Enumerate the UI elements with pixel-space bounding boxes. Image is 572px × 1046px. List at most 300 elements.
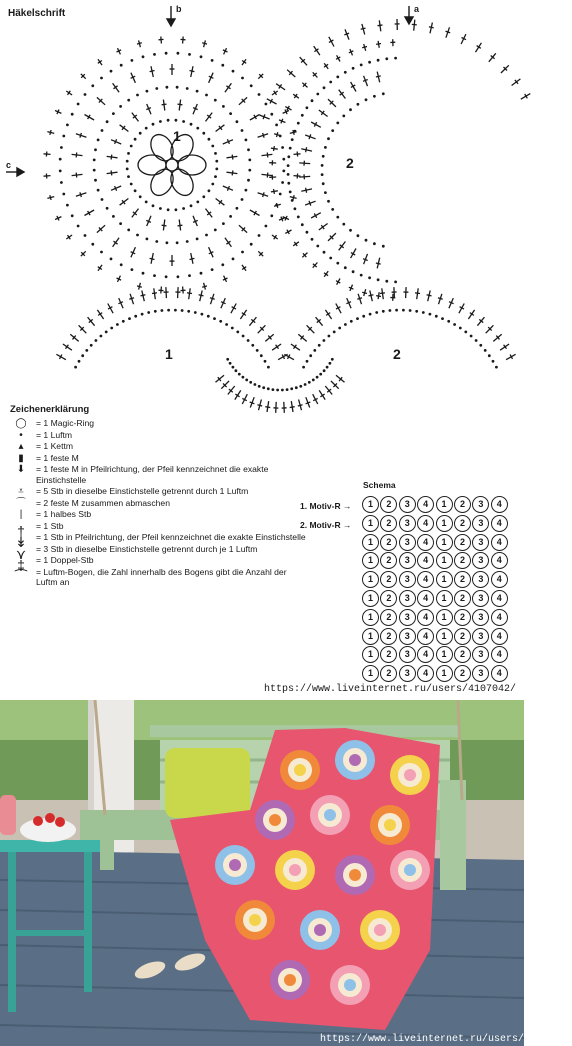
chain-stitch bbox=[165, 52, 168, 55]
legend-title: Zeichenerklärung bbox=[10, 404, 90, 415]
chain-stitch bbox=[281, 146, 284, 149]
chain-stitch bbox=[112, 215, 115, 218]
chain-stitch bbox=[182, 120, 185, 123]
chain-stitch bbox=[205, 94, 208, 97]
stitch-bar bbox=[232, 171, 233, 176]
arrow-label-c: c bbox=[6, 160, 12, 170]
arrow-a-icon bbox=[405, 6, 413, 24]
chain-stitch bbox=[175, 208, 178, 211]
chain-stitch bbox=[208, 189, 211, 192]
chain-stitch bbox=[294, 207, 297, 210]
chain-stitch bbox=[349, 108, 352, 111]
schema-cell: 3 bbox=[399, 590, 416, 607]
chain-stitch bbox=[71, 113, 74, 116]
legend-item bbox=[10, 509, 310, 520]
stitch-bar bbox=[363, 80, 368, 82]
legend-text: = 1 Stb in Pfeilrichtung, der Pfeil kennzeichnet die exakte Einstichstelle bbox=[36, 532, 306, 542]
chain-stitch bbox=[200, 55, 203, 58]
schema-cell: 1 bbox=[436, 552, 453, 569]
chain-stitch bbox=[214, 99, 217, 102]
chain-stitch bbox=[90, 344, 93, 347]
row-label-2: 2. Motiv-R → bbox=[300, 520, 352, 530]
stitch-bar bbox=[146, 220, 151, 222]
chain-stitch bbox=[145, 127, 148, 130]
schema-cell: 4 bbox=[491, 534, 508, 551]
chain-stitch bbox=[101, 129, 104, 132]
stitch-bar bbox=[150, 258, 155, 259]
chain-stitch bbox=[207, 315, 210, 318]
motif-center bbox=[249, 914, 261, 926]
schema-cell: 2 bbox=[454, 590, 471, 607]
chain-stitch bbox=[324, 191, 327, 194]
chain-stitch bbox=[134, 189, 137, 192]
chain-stitch bbox=[186, 240, 189, 243]
chain-stitch bbox=[229, 112, 232, 115]
stitch-bar bbox=[178, 225, 183, 226]
schema-cell: 2 bbox=[380, 609, 397, 626]
chain-stitch bbox=[276, 389, 279, 392]
stitch-bar bbox=[267, 173, 268, 178]
stitch-bar bbox=[362, 47, 367, 48]
watermark-top: https://www.liveinternet.ru/users/4107042/ bbox=[264, 684, 517, 695]
schema-cell: 4 bbox=[417, 646, 434, 663]
chain-stitch bbox=[453, 323, 456, 326]
chain-stitch bbox=[130, 183, 133, 186]
stitch-bar bbox=[306, 188, 307, 193]
schema-cell: 3 bbox=[399, 515, 416, 532]
schema-cell: 3 bbox=[472, 534, 489, 551]
chain-stitch bbox=[373, 95, 376, 98]
chain-stitch bbox=[377, 59, 380, 62]
chain-stitch bbox=[100, 335, 103, 338]
schema-cell: 1 bbox=[362, 496, 379, 513]
chain-stitch bbox=[93, 169, 96, 172]
chain-stitch bbox=[290, 387, 293, 390]
schema-cell: 4 bbox=[491, 552, 508, 569]
schema-cell: 1 bbox=[362, 609, 379, 626]
chain-stitch bbox=[120, 263, 123, 266]
chain-stitch bbox=[318, 344, 321, 347]
chain-stitch bbox=[142, 272, 145, 275]
chain-stitch bbox=[161, 309, 164, 312]
chain-stitch bbox=[316, 376, 319, 379]
chain-stitch bbox=[211, 145, 214, 148]
chain-stitch bbox=[200, 272, 203, 275]
stitch-bar bbox=[427, 295, 432, 296]
schema-cell: 1 bbox=[362, 590, 379, 607]
chain-stitch bbox=[385, 57, 388, 60]
schema-cell: 3 bbox=[472, 609, 489, 626]
schema-cell: 2 bbox=[380, 496, 397, 513]
chain-stitch bbox=[441, 317, 444, 320]
legend-text: = 3 Stb in dieselbe Einstichstelle getrennt durch je 1 Luftm bbox=[36, 543, 258, 554]
stitch-bar bbox=[137, 286, 142, 287]
chain-stitch bbox=[94, 148, 97, 151]
chain-stitch bbox=[222, 222, 225, 225]
stitch-bar bbox=[178, 104, 183, 105]
chain-stitch bbox=[331, 358, 334, 361]
chain-stitch bbox=[272, 388, 275, 391]
chain-stitch bbox=[327, 200, 330, 203]
chain-stitch bbox=[214, 175, 217, 178]
motif-center bbox=[349, 754, 361, 766]
chain-stitch bbox=[110, 327, 113, 330]
schema-cell: 2 bbox=[380, 552, 397, 569]
chain-stitch bbox=[213, 317, 216, 320]
chain-stitch bbox=[120, 64, 123, 67]
schema-cell: 3 bbox=[472, 552, 489, 569]
chain-stitch bbox=[147, 311, 150, 314]
chart-title: Häkelschrift bbox=[8, 8, 66, 19]
chain-stitch bbox=[134, 138, 137, 141]
schema-cell: 4 bbox=[417, 515, 434, 532]
chain-stitch bbox=[152, 204, 155, 207]
chain-stitch bbox=[176, 86, 179, 89]
schema-cell: 4 bbox=[417, 496, 434, 513]
stitch-bar bbox=[362, 292, 367, 293]
chain-stitch bbox=[112, 112, 115, 115]
chain-stitch bbox=[71, 214, 74, 217]
stitch-bar bbox=[202, 43, 207, 44]
chain-stitch bbox=[176, 241, 179, 244]
motif-center bbox=[289, 864, 301, 876]
chain-stitch bbox=[344, 323, 347, 326]
chain-stitch bbox=[159, 120, 162, 123]
chain-stitch bbox=[91, 243, 94, 246]
chain-stitch bbox=[78, 360, 81, 363]
chain-stitch bbox=[295, 386, 298, 389]
chain-stitch bbox=[265, 225, 268, 228]
chain-stitch bbox=[262, 386, 265, 389]
motif-label-1-center: 1 bbox=[173, 128, 181, 144]
chain-stitch bbox=[211, 183, 214, 186]
chain-stitch bbox=[131, 59, 134, 62]
chain-stitch bbox=[409, 309, 412, 312]
chain-stitch bbox=[331, 129, 334, 132]
stitch-bar bbox=[150, 71, 155, 72]
chain-stitch bbox=[342, 223, 345, 226]
magic-ring-icon: ◯ bbox=[15, 418, 27, 429]
chain-stitch bbox=[110, 258, 113, 261]
stitch-bar bbox=[412, 24, 417, 25]
double-crochet-icon: † bbox=[17, 522, 25, 539]
chain-stitch bbox=[356, 317, 359, 320]
chain-stitch bbox=[275, 124, 278, 127]
chain-stitch bbox=[242, 335, 245, 338]
schema-cell: 3 bbox=[399, 628, 416, 645]
chain-stitch bbox=[236, 207, 239, 210]
chain-stitch bbox=[394, 281, 397, 284]
chain-stitch bbox=[134, 315, 137, 318]
chain-stitch bbox=[308, 381, 311, 384]
chain-stitch bbox=[294, 130, 297, 133]
stitch-bar bbox=[50, 195, 51, 200]
schema-cell: 4 bbox=[491, 496, 508, 513]
stitch-bar bbox=[376, 263, 381, 264]
chain-stitch bbox=[250, 243, 253, 246]
chain-stitch bbox=[59, 170, 62, 173]
schema-cell: 3 bbox=[472, 496, 489, 513]
chain-stitch bbox=[167, 119, 170, 122]
chain-arch-icon: ⁀ bbox=[15, 568, 27, 585]
stitch-bar bbox=[363, 259, 368, 261]
stitch-bar bbox=[263, 133, 265, 138]
fan-stitch-icon: ⋎ bbox=[15, 545, 27, 562]
chain-stitch bbox=[215, 160, 218, 163]
slip-stitch-icon: ▴ bbox=[18, 441, 24, 452]
single-crochet-icon: ▮ bbox=[18, 452, 24, 464]
schema-cell: 2 bbox=[380, 590, 397, 607]
chain-stitch bbox=[289, 147, 292, 150]
treble-crochet-icon: ‡ bbox=[17, 557, 25, 573]
chain-stitch bbox=[375, 311, 378, 314]
chain-stitch bbox=[110, 70, 113, 73]
chain-stitch bbox=[131, 268, 134, 271]
chain-stitch bbox=[402, 309, 405, 312]
chain-stitch bbox=[368, 276, 371, 279]
stitch-bar bbox=[344, 33, 349, 35]
stitch-bar bbox=[227, 139, 229, 144]
chain-stitch bbox=[251, 344, 254, 347]
chain-stitch bbox=[201, 313, 204, 316]
stitch-bar bbox=[281, 217, 283, 222]
chain-stitch bbox=[91, 84, 94, 87]
chain-stitch bbox=[282, 158, 285, 161]
chain-stitch bbox=[208, 138, 211, 141]
stitch-bar bbox=[277, 132, 278, 137]
schema-cell: 3 bbox=[472, 590, 489, 607]
chain-stitch bbox=[81, 354, 84, 357]
legend-text: = 2 feste M zusammen abmaschen bbox=[36, 497, 170, 508]
chain-stitch bbox=[211, 59, 214, 62]
stitch-bar bbox=[141, 295, 146, 296]
chain-stitch bbox=[291, 199, 294, 202]
chain-stitch bbox=[323, 369, 326, 372]
schema-cell: 2 bbox=[454, 571, 471, 588]
schema-title: Schema bbox=[363, 480, 396, 490]
motif-center bbox=[294, 764, 306, 776]
chain-stitch bbox=[264, 360, 267, 363]
motif-label-2-bottom: 2 bbox=[393, 346, 401, 362]
chain-stitch bbox=[241, 77, 244, 80]
stitch-bar bbox=[162, 225, 167, 226]
legend-text: = 1 Luftm bbox=[36, 429, 73, 440]
chain-stitch bbox=[196, 90, 199, 93]
chain-stitch bbox=[232, 70, 235, 73]
schema-cell: 1 bbox=[362, 628, 379, 645]
schema-cell: 3 bbox=[399, 571, 416, 588]
motif-center bbox=[384, 819, 396, 831]
single-crochet-arrow-icon: ⬇ bbox=[16, 464, 26, 475]
chain-stitch bbox=[254, 383, 257, 386]
chain-stitch bbox=[60, 146, 63, 149]
schema-cell: 3 bbox=[472, 515, 489, 532]
chain-stitch bbox=[126, 160, 129, 163]
stitch-bar bbox=[415, 293, 420, 294]
schema-cell: 3 bbox=[472, 628, 489, 645]
chain-stitch bbox=[152, 123, 155, 126]
stitch-bar bbox=[361, 28, 366, 29]
chain-stitch bbox=[245, 189, 248, 192]
chain-stitch bbox=[177, 275, 180, 278]
stitch-bar bbox=[274, 146, 275, 151]
chain-stitch bbox=[301, 223, 304, 226]
chain-stitch bbox=[154, 310, 157, 313]
stitch-bar bbox=[293, 195, 294, 200]
chain-stitch bbox=[139, 195, 142, 198]
stitch-bar bbox=[193, 220, 198, 222]
chain-stitch bbox=[181, 309, 184, 312]
chain-stitch bbox=[116, 323, 119, 326]
chain-stitch bbox=[287, 155, 290, 158]
schema-cell: 2 bbox=[454, 496, 471, 513]
chain-stitch bbox=[100, 251, 103, 254]
chain-stitch bbox=[153, 274, 156, 277]
legend-text: = 1 feste M in Pfeilrichtung, der Pfeil kennzeichnet die exakte Einstichstelle bbox=[36, 464, 269, 485]
motif-center bbox=[349, 869, 361, 881]
legend-text: = 1 Doppel-Stb bbox=[36, 555, 94, 565]
schema-cell: 2 bbox=[380, 534, 397, 551]
chain-stitch bbox=[258, 93, 261, 96]
chain-stitch bbox=[265, 103, 268, 106]
schema-cell: 3 bbox=[472, 665, 489, 682]
stitch-bar bbox=[115, 186, 117, 191]
chain-stitch bbox=[287, 173, 290, 176]
chain-stitch bbox=[475, 339, 478, 342]
chain-stitch bbox=[247, 148, 250, 151]
motif-center bbox=[269, 814, 281, 826]
stitch-bar bbox=[281, 119, 283, 124]
schema-cell: 4 bbox=[491, 571, 508, 588]
chain-stitch bbox=[360, 64, 363, 67]
chain-stitch bbox=[190, 204, 193, 207]
chain-stitch bbox=[196, 127, 199, 130]
chain-stitch bbox=[105, 331, 108, 334]
schema-cell: 2 bbox=[380, 571, 397, 588]
chain-stitch bbox=[186, 87, 189, 90]
chain-stitch bbox=[235, 369, 238, 372]
chain-stitch bbox=[488, 354, 491, 357]
legend-item bbox=[10, 430, 310, 441]
chain-stitch bbox=[382, 245, 385, 248]
chain-stitch bbox=[190, 123, 193, 126]
schema-cell: 1 bbox=[362, 646, 379, 663]
stitch-bar bbox=[152, 293, 157, 294]
stitch-bar bbox=[118, 302, 123, 304]
schema-cell: 1 bbox=[436, 496, 453, 513]
chain-stitch bbox=[106, 120, 109, 123]
chain-stitch bbox=[250, 84, 253, 87]
schema-cell: 2 bbox=[380, 628, 397, 645]
schema-cell: 2 bbox=[380, 665, 397, 682]
chain-stitch bbox=[221, 263, 224, 266]
chain-stitch bbox=[287, 164, 290, 167]
chain-stitch bbox=[306, 360, 309, 363]
double-crochet-arrow-icon: ↡ bbox=[15, 534, 27, 550]
motif-center bbox=[374, 924, 386, 936]
chain-stitch bbox=[119, 105, 122, 108]
chain-stitch-icon: • bbox=[19, 429, 23, 441]
chain-stitch bbox=[60, 181, 63, 184]
stitch-bar bbox=[210, 298, 215, 300]
chain-stitch bbox=[127, 152, 130, 155]
stitch-bar bbox=[80, 133, 82, 138]
stitch-bar bbox=[76, 173, 77, 178]
chain-stitch bbox=[130, 145, 133, 148]
chain-stitch bbox=[155, 240, 158, 243]
stitch-bar bbox=[357, 298, 362, 300]
stitch-bar bbox=[277, 203, 278, 208]
chain-stitch bbox=[313, 349, 316, 352]
stitch-bar bbox=[76, 153, 77, 158]
watermark-bottom: https://www.liveinternet.ru/users/4107042/ bbox=[320, 1034, 572, 1045]
chain-stitch bbox=[106, 207, 109, 210]
chain-stitch bbox=[435, 315, 438, 318]
schema-cell: 3 bbox=[399, 609, 416, 626]
schema-cell: 1 bbox=[436, 571, 453, 588]
chain-stitch bbox=[323, 251, 326, 254]
legend-item bbox=[10, 555, 310, 573]
chain-stitch bbox=[352, 270, 355, 273]
schema-cell: 1 bbox=[362, 571, 379, 588]
schema-cell: 3 bbox=[472, 646, 489, 663]
chain-stitch bbox=[389, 309, 392, 312]
chain-stitch bbox=[321, 173, 324, 176]
chain-stitch bbox=[95, 339, 98, 342]
schema-cell: 3 bbox=[399, 646, 416, 663]
schema-cell: 4 bbox=[417, 609, 434, 626]
schema-cell: 4 bbox=[417, 552, 434, 569]
motif-center bbox=[404, 864, 416, 876]
chain-stitch bbox=[365, 239, 368, 242]
stitch-bar bbox=[429, 27, 434, 28]
chain-stitch bbox=[484, 349, 487, 352]
chain-stitch bbox=[241, 129, 244, 132]
legend-item bbox=[10, 498, 310, 509]
chain-stitch bbox=[229, 362, 232, 365]
chain-stitch bbox=[316, 93, 319, 96]
chain-stitch bbox=[297, 122, 300, 125]
schema-cell: 1 bbox=[362, 515, 379, 532]
chain-stitch bbox=[159, 207, 162, 210]
chain-stitch bbox=[97, 189, 100, 192]
chain-stitch bbox=[232, 258, 235, 261]
chain-stitch bbox=[155, 87, 158, 90]
chain-stitch bbox=[394, 57, 397, 60]
schema-cell: 2 bbox=[454, 646, 471, 663]
chain-stitch bbox=[236, 120, 239, 123]
row-label-1: 1. Motiv-R → bbox=[300, 501, 352, 511]
chain-stitch bbox=[464, 331, 467, 334]
legend-text: = 1 Stb bbox=[36, 520, 64, 531]
chain-stitch bbox=[360, 274, 363, 277]
stitch-bar bbox=[376, 76, 381, 77]
chain-stitch bbox=[301, 114, 304, 117]
chain-stitch bbox=[267, 387, 270, 390]
motif-center bbox=[324, 809, 336, 821]
arrow-label-a: a bbox=[414, 4, 420, 14]
chain-stitch bbox=[349, 229, 352, 232]
chain-stitch bbox=[344, 71, 347, 74]
chain-stitch bbox=[85, 349, 88, 352]
petal bbox=[178, 155, 206, 175]
chain-stitch bbox=[322, 182, 325, 185]
chain-stitch bbox=[62, 135, 65, 138]
motif-center bbox=[344, 979, 356, 991]
chain-stitch bbox=[495, 366, 498, 369]
stitch-bar bbox=[309, 134, 311, 139]
chain-stitch bbox=[309, 354, 312, 357]
